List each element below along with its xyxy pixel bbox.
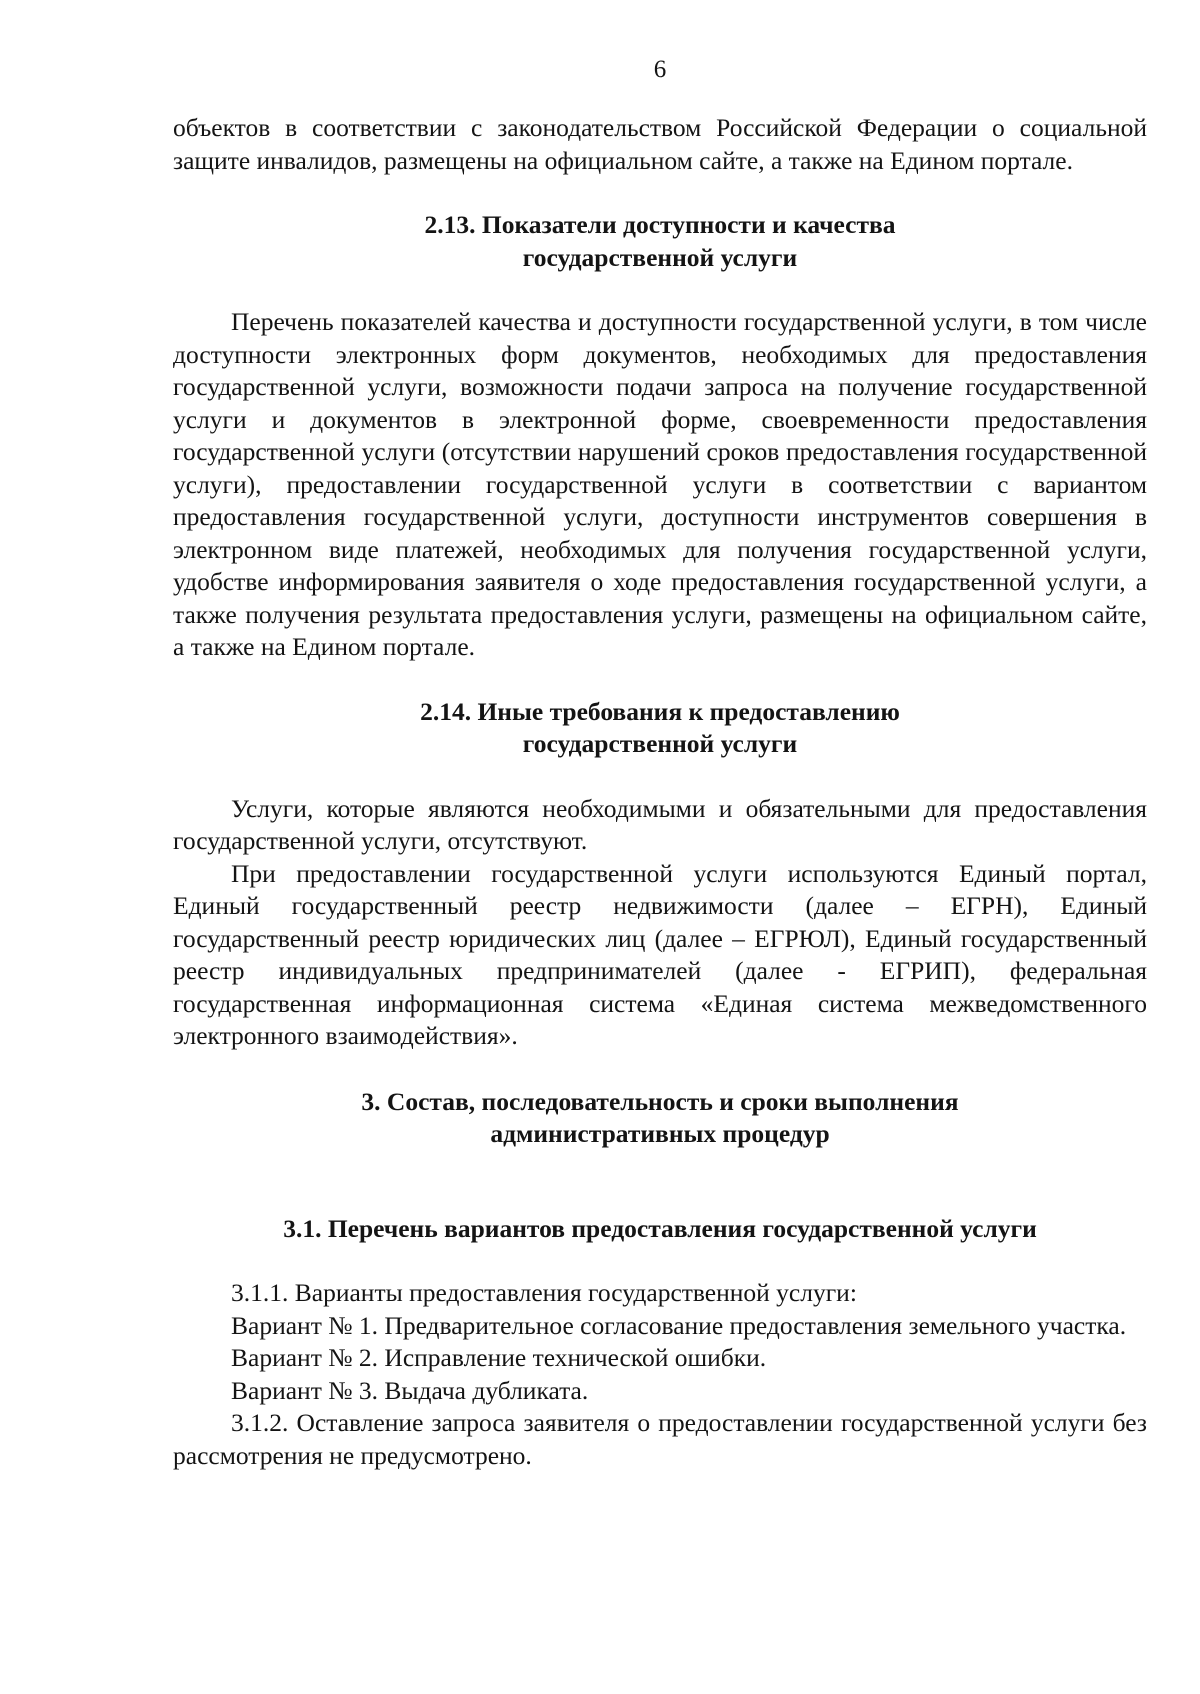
intro-paragraph: объектов в соответствии с законодательством Российской Федерации о социальной защите инвалидов, размещены на официальном сайте, а также на Едином портале. xyxy=(173,113,1147,175)
section-2-14-paragraph-2: При предоставлении государственной услуги используются Единый портал, Единый государственный реестр недвижимости (далее – ЕГРН), Единый государственный реестр юридических лиц (далее – ЕГРЮЛ), Единый государственный реестр индивидуальных предпринимателей (далее - ЕГРИП), федеральная государственная информационная система «Единая система межведомственного электронного взаимодействия». xyxy=(173,858,1147,1050)
section-3-heading xyxy=(173,1086,1147,1151)
document-body xyxy=(173,112,1147,1472)
variant-2-item: Вариант № 2. Исправление технической ошибки. xyxy=(231,1343,767,1372)
section-2-14-heading xyxy=(173,696,1147,761)
section-2-13-paragraph: Перечень показателей качества и доступности государственной услуги, в том числе доступности электронных форм документов, необходимых для предоставления государственной услуги, возможности подачи запроса на получение государственной услуги и документов в электронной форме, своевременности предоставления государственной услуги (отсутствии нарушений сроков предоставления государственной услуги), предоставлении государственной услуги в соответствии с вариантом предоставления государственной услуги, доступности инструментов совершения в электронном виде платежей, необходимых для получения государственной услуги, удобстве информирования заявителя о ходе предоставления государственной услуги, а также получения результата предоставления услуги, размещены на официальном сайте, а также на Едином портале. xyxy=(173,307,1147,661)
section-2-14-title-line1: 2.14. Иные требования к предоставлению xyxy=(420,696,900,726)
section-3-1-heading: 3.1. Перечень вариантов предоставления государственной услуги xyxy=(283,1213,1037,1243)
section-3-title-line2: административных процедур xyxy=(490,1119,830,1148)
section-2-14-paragraph-1: Услуги, которые являются необходимыми и обязательными для предоставления государственной услуги, отсутствуют. xyxy=(173,793,1147,855)
paragraph-3-1-1: 3.1.1. Варианты предоставления государственной услуги: xyxy=(231,1278,857,1307)
variant-1-item: Вариант № 1. Предварительное согласование предоставления земельного участка. xyxy=(231,1310,1127,1340)
page-number: 6 xyxy=(653,56,667,83)
section-2-13-heading xyxy=(173,209,1147,274)
variant-3-item: Вариант № 3. Выдача дубликата. xyxy=(231,1375,589,1405)
paragraph-3-1-2: 3.1.2. Оставление запроса заявителя о предоставлении государственной услуги без рассмотрения не предусмотрено. xyxy=(173,1408,1147,1470)
section-2-14-title-line2: государственной услуги xyxy=(522,729,798,758)
section-2-13-title-line1: 2.13. Показатели доступности и качества xyxy=(424,210,896,239)
section-2-13-title-line2: государственной услуги xyxy=(522,242,798,272)
section-3-title-line1: 3. Состав, последовательность и сроки выполнения xyxy=(361,1086,959,1116)
